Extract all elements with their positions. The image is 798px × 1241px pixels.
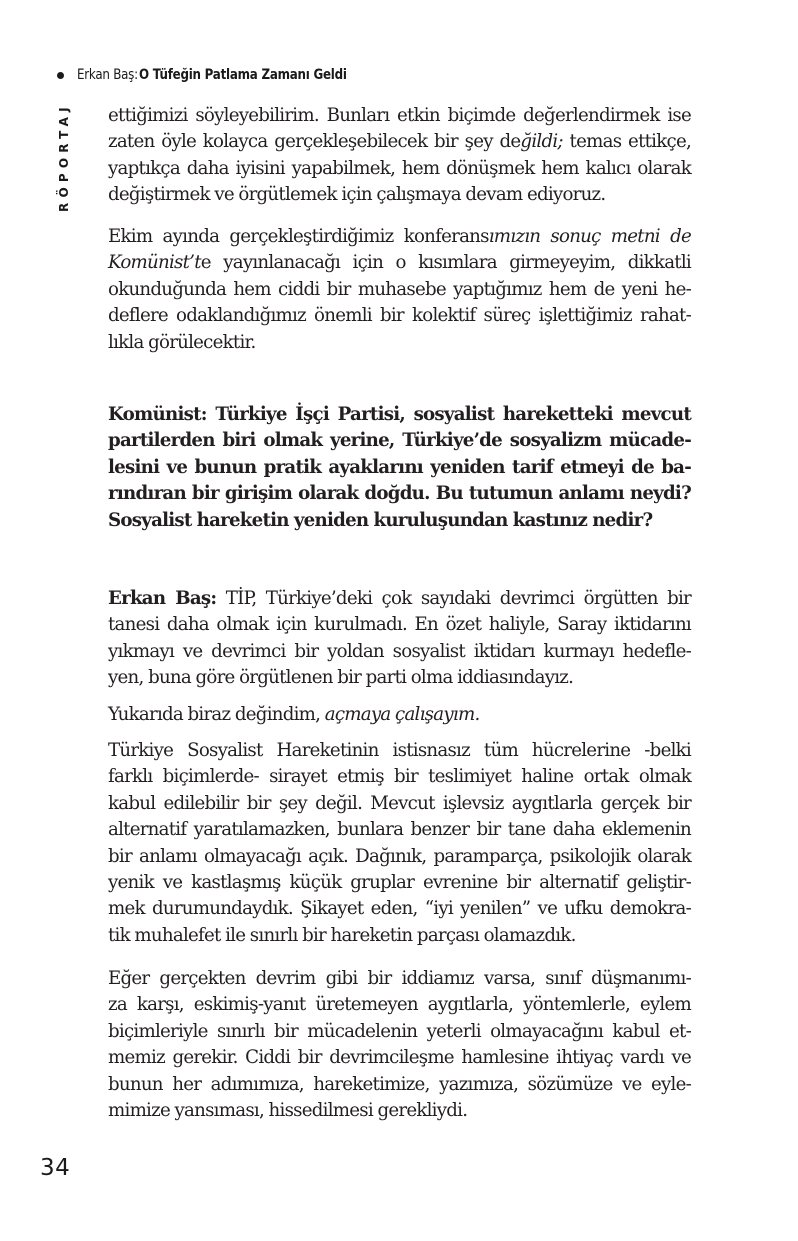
text-run: bunun her adımımıza, hareketimize, yazımıza, sözümüze ve eyle- xyxy=(108,1073,691,1095)
text-line xyxy=(108,277,691,303)
paragraph xyxy=(108,702,691,728)
text-line xyxy=(108,156,691,182)
text-line xyxy=(108,665,691,691)
running-head xyxy=(57,64,393,86)
paragraph-text xyxy=(108,402,691,534)
text-line xyxy=(108,870,691,896)
text-run: Ekim ayında gerçekleştirdiğimiz konferans xyxy=(108,226,489,247)
text-run: zaten öyle kolayca gerçekleşebilecek bir şey de xyxy=(108,131,521,153)
text-run: temas ettikçe, xyxy=(562,131,691,153)
running-head-title: O Tüfeğin Patlama Zamanı Geldi xyxy=(139,67,347,83)
text-line xyxy=(108,612,691,638)
text-run: tik muhalefet ile sınırlı bir hareketin parçası olamazdık. xyxy=(108,924,576,946)
text-run: bir anlamı olmayacağı açık. Dağınık, paramparça, psikolojik olarak xyxy=(108,845,691,867)
text-line xyxy=(108,402,691,428)
paragraph-text xyxy=(108,702,691,728)
text-line xyxy=(108,702,691,728)
paragraph-text xyxy=(108,103,691,209)
italic-text: ımızın sonuç metni de xyxy=(488,226,691,247)
text-line xyxy=(108,1019,691,1045)
text-line xyxy=(108,103,691,129)
bold-text: Erkan Baş: xyxy=(108,588,217,609)
text-line xyxy=(108,992,691,1018)
paragraph xyxy=(108,966,691,1124)
text-line xyxy=(108,966,691,992)
text-line xyxy=(108,428,691,454)
paragraph-text xyxy=(108,586,691,692)
paragraph xyxy=(108,103,691,209)
text-run: yenik ve kastlaşmış küçük gruplar evrenine bir alternatif geliştir- xyxy=(108,872,691,894)
interview-question xyxy=(108,402,691,534)
text-line xyxy=(108,896,691,922)
text-line xyxy=(108,481,691,507)
text-line xyxy=(108,182,691,208)
text-run: okunduğunda hem ciddi bir muhasebe yaptığımız hem de yeni he- xyxy=(108,278,691,300)
text-run: e yayınlanacağı için o kısımlara girmeyeyim, dikkatli xyxy=(200,252,691,274)
text-line xyxy=(108,923,691,949)
text-line xyxy=(108,817,691,843)
text-line xyxy=(108,129,691,155)
bold-text: Sosyalist hareketin yeniden kuruluşundan kastınız nedir? xyxy=(108,509,653,531)
text-run: biçimleriyle sınırlı bir mücadelenin yeterli olmayacağını kabul et- xyxy=(108,1020,691,1042)
text-run: TİP, Türkiye’deki çok sayıdaki devrimci örgütten bir xyxy=(216,588,691,609)
text-run: ettiğimizi söyleyebilirim. Bunları etkin biçimde değerlendirmek ise xyxy=(108,105,691,126)
page-number: 34 xyxy=(40,1155,71,1181)
text-run: yıkmayı ve devrimci bir yoldan sosyalist iktidarı kurmayı hedefle- xyxy=(108,640,691,662)
paragraph-text xyxy=(108,966,691,1124)
text-run: tanesi daha olmak için kurulmadı. En özet haliyle, Saray iktidarını xyxy=(108,614,691,636)
running-head-author: Erkan Baş: xyxy=(77,67,138,83)
text-line xyxy=(108,764,691,790)
bold-text: rındıran bir girişim olarak doğdu. Bu tutumun anlamı neydi? xyxy=(108,483,691,505)
interview-answer xyxy=(108,586,691,692)
text-line xyxy=(108,303,691,329)
italic-text: ğildi; xyxy=(520,131,563,153)
text-line xyxy=(108,1045,691,1071)
text-run: kabul edilebilir bir şey değil. Mevcut işlevsiz aygıtlarla gerçek bir xyxy=(108,792,691,814)
text-run: değiştirmek ve örgütlemek için çalışmaya devam ediyoruz. xyxy=(108,184,606,206)
text-run: alternatif yaratılamazken, bunlara benzer bir tane daha eklemenin xyxy=(108,819,691,841)
paragraph-text xyxy=(108,224,691,356)
bold-text: partilerden biri olmak yerine, Türkiye’de sosyalizm mücade- xyxy=(108,430,691,452)
section-label-text: RÖPORTAJ xyxy=(57,102,71,212)
text-run: Eğer gerçekten devrim gibi bir iddiamız varsa, sınıf düşmanımı- xyxy=(108,968,691,989)
text-line xyxy=(108,508,691,534)
text-run: za karşı, eskimiş-yanıt üretemeyen aygıtlarla, yöntemlerle, eylem xyxy=(108,994,691,1016)
paragraph xyxy=(108,224,691,356)
text-line xyxy=(108,455,691,481)
text-run: memiz gerekir. Ciddi bir devrimcileşme hamlesine ihtiyaç vardı ve xyxy=(108,1047,691,1069)
text-run: deflere odaklandığımız önemli bir kolektif süreç işlettiğimiz rahat- xyxy=(108,305,691,327)
text-line xyxy=(108,1072,691,1098)
bold-text: Komünist: Türkiye İşçi Partisi, sosyalist hareketteki mevcut xyxy=(108,404,691,425)
text-run: Yukarıda biraz değindim, xyxy=(108,704,325,725)
paragraph xyxy=(108,738,691,949)
section-side-label xyxy=(54,88,74,212)
paragraph-text xyxy=(108,738,691,949)
text-run: yaptıkça daha iyisini yapabilmek, hem dönüşmek hem kalıcı olarak xyxy=(108,157,691,179)
text-line xyxy=(108,738,691,764)
text-run: lıkla görülecektir. xyxy=(108,331,256,353)
text-run: yen, buna göre örgütlenen bir parti olma iddiasındayız. xyxy=(108,667,574,689)
text-line xyxy=(108,250,691,276)
text-run: farklı biçimlerde- sirayet etmiş bir teslimiyet haline ortak olmak xyxy=(108,766,691,788)
text-run: mek durumundaydık. Şikayet eden, “iyi yenilen” ve ufku demokra- xyxy=(108,898,691,920)
text-line xyxy=(108,844,691,870)
text-run: mimize yansıması, hissedilmesi gerekliydi. xyxy=(108,1100,468,1122)
text-run: Türkiye Sosyalist Hareketinin istisnasız tüm hücrelerine -belki xyxy=(108,740,691,761)
text-line xyxy=(108,639,691,665)
bullet-icon xyxy=(57,72,64,79)
bold-text: lesini ve bunun pratik ayaklarını yeniden tarif etmeyi de ba- xyxy=(108,456,691,478)
text-line xyxy=(108,791,691,817)
italic-text: açmaya çalışayım. xyxy=(324,704,480,725)
text-line xyxy=(108,224,691,250)
text-line xyxy=(108,1098,691,1124)
italic-text: Komünist’t xyxy=(108,252,201,274)
text-line xyxy=(108,586,691,612)
text-line xyxy=(108,330,691,356)
